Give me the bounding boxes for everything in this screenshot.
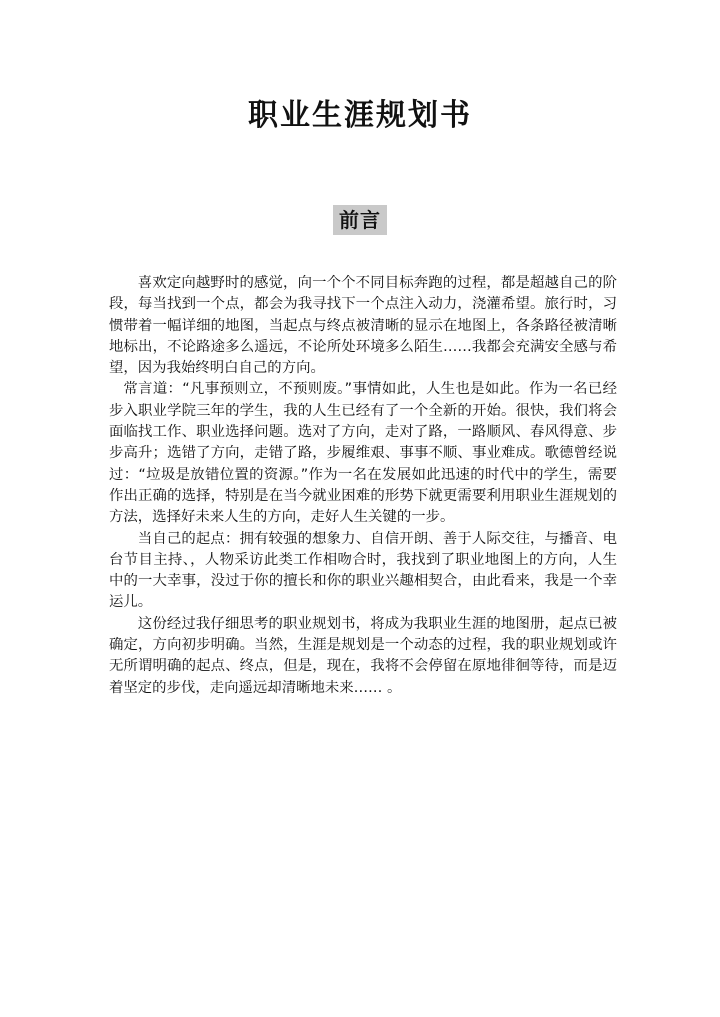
section-heading-preface: 前言 xyxy=(333,205,387,235)
paragraph-4: 这份经过我仔细思考的职业规划书，将成为我职业生涯的地图册，起点已被确定，方向初步明确。当然，生涯是规划是一个动态的过程，我的职业规划或许无所谓明确的起点、终点，但是，现在，我将不会停留在原地徘徊等待，而是迈着坚定的步伐，走向遥远却清晰地未来…… 。 xyxy=(109,615,617,696)
paragraph-3: 当自己的起点：拥有较强的想象力、自信开朗、善于人际交往，与播音、电台节目主持、，人物采访此类工作相吻合时，我找到了职业地图上的方向，人生中的一大幸事，没过于你的擅长和你的职业兴趣相契合，由此看来，我是一个幸运儿。 xyxy=(109,530,617,611)
body-text xyxy=(109,273,617,699)
paragraph-1: 喜欢定向越野时的感觉，向一个个不同目标奔跑的过程，都是超越自己的阶段，每当找到一个点，都会为我寻找下一个点注入动力，浇灌希望。旅行时，习惯带着一幅详细的地图，当起点与终点被清晰的显示在地图上，各条路径被清晰地标出，不论路途多么遥远，不论所处环境多么陌生……我都会充满安全感与希望，因为我始终明白自己的方向。 xyxy=(109,275,617,377)
document-title: 职业生涯规划书 xyxy=(248,98,472,133)
section-heading-wrap xyxy=(0,205,720,235)
paragraph-2: 常言道：“凡事预则立，不预则废。”事情如此，人生也是如此。作为一名已经步入职业学院三年的学生，我的人生已经有了一个全新的开始。很快，我们将会面临找工作、职业选择问题。选对了方向，走对了路，一路顺风、春风得意、步步高升；选错了方向，走错了路，步履维艰、事事不顺、事业难成。歌德曾经说过：“垃圾是放错位置的资源。”作为一名在发展如此迅速的时代中的学生，需要作出正确的选择，特别是在当今就业困难的形势下就更需要利用职业生涯规划的方法，选择好未来人生的方向，走好人生关键的一步。 xyxy=(109,381,617,526)
